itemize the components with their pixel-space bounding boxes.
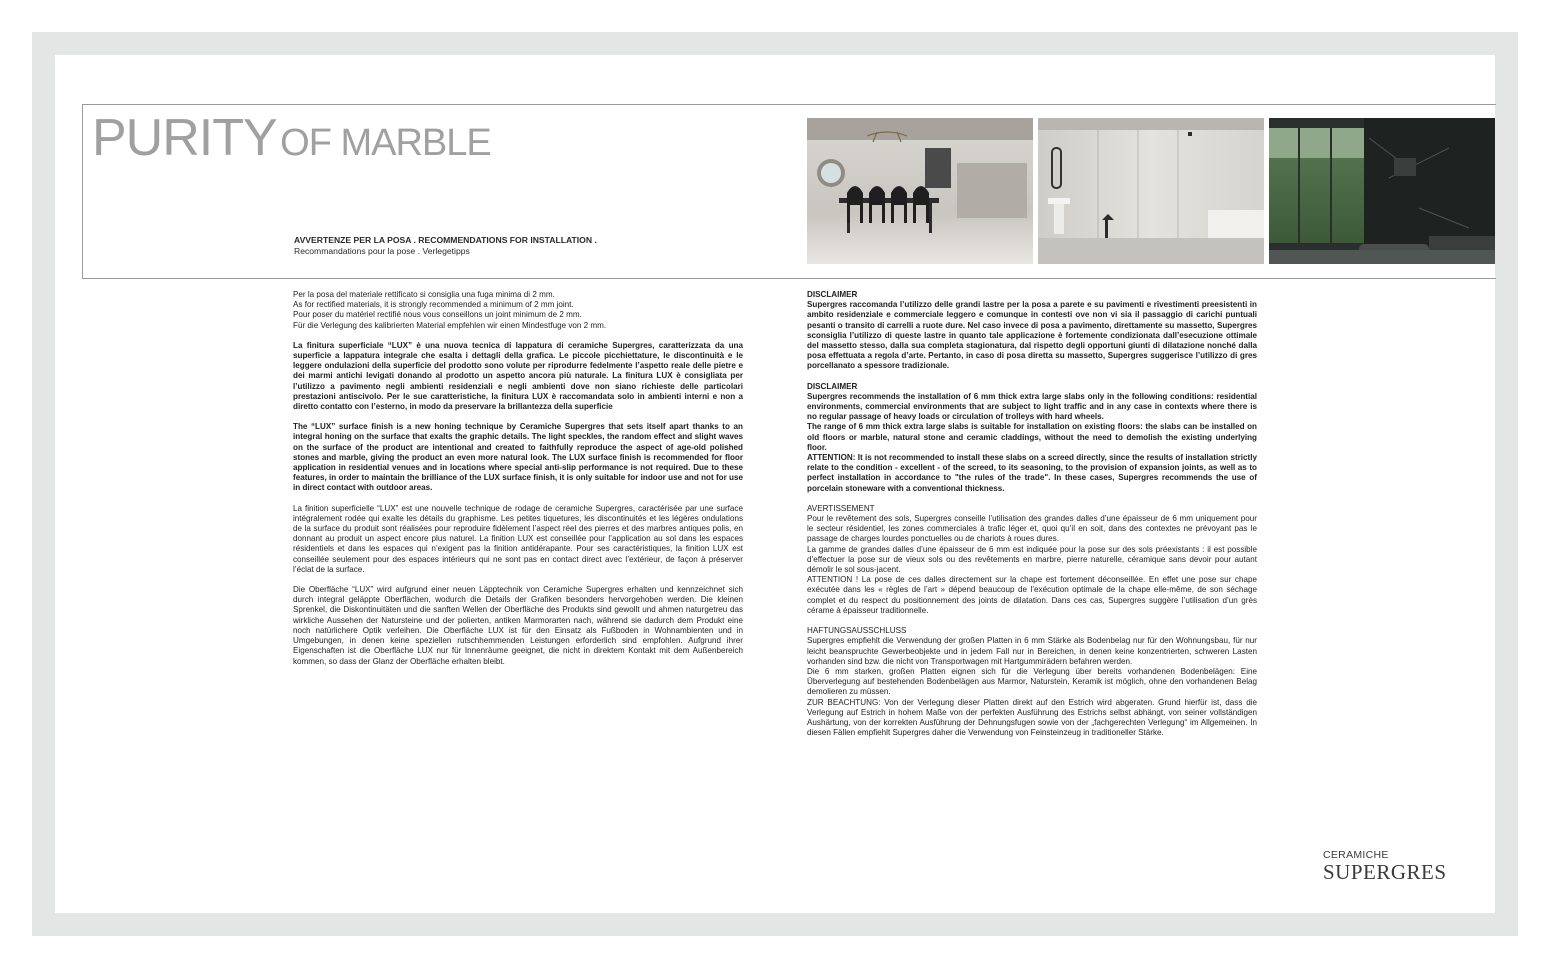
title-of-marble: OF MARBLE (280, 122, 491, 164)
disclaimer-it-heading: DISCLAIMER (807, 290, 858, 299)
disclaimer-fr-body-1: Pour le revêtement des sols, Supergres conseille l’utilisation des grandes dalles d’une épaisseur de 6 mm uniquement pour le secteur résidentiel, les zones commerciales à trafic léger et, quoi qu’il en soit, dans des contextes ne prévoyant pas le passage de charges lourdes ponctuelles ou de chariots à roues dures. (807, 514, 1257, 544)
disclaimer-de-body-2: Die 6 mm starken, großen Platten eignen sich für die Verlegung über bereits vorhandenen Bodenbelägen: Eine Überverlegung auf bestehenden Bodenbelägen aus Marmor, Naturstein, Keramik ist möglich, ohne den vorhandenen Belag demolieren zu müssen. (807, 666, 1257, 697)
disclaimer-fr-body-3: ATTENTION ! La pose de ces dalles directement sur la chape est fortement déconseillée. En effet une pose sur chape exécutée dans les « règles de l’art » dépend beaucoup de l’exécution optimale de la chape elle-même, de son séchage complet et du respect du positionnement des joints de dilatation. Dans ces cas, Supergres suggère l’utilisation d’un grès cérame à épaisseur traditionnelle. (807, 575, 1257, 615)
joint-fr: Pour poser du matériel rectifié nous vous conseillons un joint minimum de 2 mm. (293, 310, 582, 320)
right-text-column (807, 290, 1257, 748)
disclaimer-en-body-2: The range of 6 mm thick extra large slabs is suitable for installation on existing floors: the slabs can be installed on old floors or marble, natural stone and ceramic claddings, without the need to demolish the existing underlying floor. (807, 422, 1257, 452)
joint-en: As for rectified materials, it is strongly recommended a minimum of 2 mm joint. (293, 300, 574, 310)
joint-de: Für die Verlegung des kalibrierten Material empfehlen wir einen Mindestfuge von 2 mm. (293, 320, 607, 330)
page-title (92, 108, 491, 168)
logo-supergres: SUPERGRES (1323, 860, 1447, 884)
disclaimer-en (807, 382, 1257, 494)
lux-finish-it: La finitura superficiale “LUX” è una nuova tecnica di lappatura di ceramiche Supergres, caratterizzata da una superficie a lappatura integrale che esalta i dettagli della grafica. Le piccole picchiettature, le discontinuità e le leggere ondulazioni della superficie del prodotto sono volute per riprodurre fedelmente l’aspetto reale delle pietre e dei marmi antichi levigati donando al prodotto un aspetto ancora più naturale. La finitura LUX è consigliata per l’utilizzo a pavimento negli ambienti residenziali e negli ambienti dove non siano richieste delle particolari prestazioni antiscivolo. Per le sue caratteristiche, la finitura LUX è raccomandata solo in ambienti interni e non a diretto contatto con l’esterno, in modo da preservare la brillantezza della superficie (293, 340, 743, 412)
disclaimer-de-body-3: ZUR BEACHTUNG: Von der Verlegung dieser Platten direkt auf den Estrich wird abgeraten. Grund hierfür ist, dass die Verlegung auf Estrich in hohem Maße von der perfekten Ausführung des Estrichs selbst abhängt, von seiner vollständigen Aushärtung, von der korrekten Ausführung der Dehnungsfugen sowie von der „fachgerechten Verlegung“ im Allgemeinen. In diesen Fällen empfiehlt Supergres daher die Verwendung von Feinsteinzeug in traditioneller Stärke. (807, 697, 1257, 738)
disclaimer-de-body-1: Supergres empfiehlt die Verwendung der großen Platten in 6 mm Stärke als Bodenbelag nur für den Wohnungsbau, für nur leicht beanspruchte Gewerbeobjekte und in jedem Fall nur in Bereichen, in denen keine konzentrierten, schweren Lasten vorhanden sind bzw. die nicht von Transportwagen mit Hartgummirädern befahren werden. (807, 636, 1257, 666)
disclaimer-de (807, 626, 1257, 738)
dining-room-photo (807, 118, 1033, 264)
disclaimer-fr-heading: AVERTISSEMENT (807, 503, 875, 513)
bathroom-photo (1038, 118, 1264, 264)
lux-finish-fr: La finition superficielle “LUX” est une nouvelle technique de rodage de ceramiche Supergres, caractérisée par une surface intégralement rodée qui exalte les détails du graphisme. Les petites tiquetures, les discontinuités et les légères ondulations de la surface du produit sont réalisées pour reproduire fidèlement l’aspect réel des pierres et des marbres antiques polis, en donnant au produit un aspect encore plus naturel. La finition LUX est conseillée pour l’application au sol dans les espaces résidentiels et dans les espaces qui n’exigent pas la finition antidérapante. Pour ses caractéristiques, la finition LUX est conseillée seulement pour des espaces intérieurs qui ne sont pas en contact direct avec l’extérieur, de façon à préserver l’éclat de la surface. (293, 503, 743, 574)
joint-recommendation (293, 290, 743, 331)
disclaimer-en-heading: DISCLAIMER (807, 381, 858, 391)
title-purity: PURITY (92, 109, 277, 167)
living-room-photo (1269, 118, 1495, 264)
warning-line-2: Recommandations pour la pose . Verlegetipps (294, 246, 470, 256)
lux-finish-en: The “LUX” surface finish is a new honing technique by Ceramiche Supergres that sets itself apart thanks to an integral honing on the surface that exalts the graphic details. The light speckles, the random effect and slight waves on the surface of the product are intentional and created to faithfully reproduce the aspect of age-old polished stones and marble, giving the product an even more natural look. The LUX surface finish is recommended for floor application in residential venues and in locations where special anti-slip performance is not required. Due to these features, in order to maintain the brilliance of the LUX surface finish, it is only suitable for indoor use and not for use in direct contact with outdoor areas. (293, 422, 743, 493)
disclaimer-fr-body-2: La gamme de grandes dalles d’une épaisseur de 6 mm est indiquée pour la pose sur des sols préexistants : il est possible d’effectuer la pose sur de vieux sols ou des revêtements en marbre, pierre naturelle, céramique sans devoir pour autant démolir le sol sous-jacent. (807, 544, 1257, 575)
joint-it: Per la posa del materiale rettificato si consiglia una fuga minima di 2 mm. (293, 290, 555, 299)
supergres-logo (1323, 849, 1447, 883)
disclaimer-en-body-1: Supergres recommends the installation of 6 mm thick extra large slabs only in the following conditions: residential environments, commercial environments that are subject to light traffic and in any case in contexts where there is no regular passage of heavy loads or circulation of trolleys with hard wheels. (807, 391, 1257, 422)
disclaimer-en-body-3: ATTENTION: It is not recommended to install these slabs on a screed directly, since the results of installation strictly relate to the condition - excellent - of the screed, to its seasoning, to the provision of expansion joints, as well as to perfect installation in accordance to "the rules of the trade". In these cases, Supergres recommends the use of porcelain stoneware with a conventional thickness. (807, 453, 1257, 493)
installation-warning-heading (294, 235, 597, 257)
disclaimer-it-body: Supergres raccomanda l’utilizzo delle grandi lastre per la posa a parete e su pavimenti e rivestimenti preesistenti in ambito residenziale e commerciale leggero e comunque in contesti ove non vi sia il passaggio di carichi puntuali pesanti o transito di carrelli a ruote dure. Nel caso invece di posa a pavimento, direttamente su massetto, Supergres sconsiglia l’utilizzo di queste lastre in quanto tale applicazione è fortemente condizionata dall’esecuzione ottimale del massetto stesso, dalla sua completa stagionatura, dal rispetto degli opportuni giunti di dilatazione nonché dalla posa effettuata a regola d’arte. Pertanto, in caso di posa diretta su massetto, Supergres suggerisce l’utilizzo di gres porcellanato a spessore tradizionale. (807, 300, 1257, 371)
disclaimer-fr (807, 504, 1257, 616)
logo-ceramiche: CERAMICHE (1323, 849, 1389, 861)
lux-finish-de: Die Oberfläche “LUX” wird aufgrund einer neuen Läpptechnik von Ceramiche Supergres erhalten und kennzeichnet sich durch integral geläppte Oberflächen, wodurch die Details der Grafiken besonders hervorgehoben werden. Die kleinen Sprenkel, die Diskontinuitäten und die sanften Wellen der Oberfläche des Produkts sind gewollt und ahmen naturgetreu das wirkliche Aussehen der Natursteine und der polierten, antiken Marmorarten nach, während sie dadurch dem Produkt eine noch natürlichere Optik verleihen. Die Oberfläche LUX ist für den Einsatz als Fußboden in Wohnambienten und in Umgebungen, in denen keine speziellen rutschhemmenden Leistungen erforderlich sind empfohlen. Aufgrund ihrer Eigenschaften ist die Oberfläche LUX nur für Innenräume geeignet, die nicht in direktem Kontakt mit dem Außenbereich kommen, so dass der Glanz der Oberfläche erhalten bleibt. (293, 585, 743, 666)
disclaimer-it (807, 290, 1257, 372)
disclaimer-de-heading: HAFTUNGSAUSSCHLUSS (807, 626, 907, 636)
warning-line-1: AVVERTENZE PER LA POSA . RECOMMENDATIONS FOR INSTALLATION . (294, 235, 597, 245)
left-text-column (293, 290, 743, 677)
